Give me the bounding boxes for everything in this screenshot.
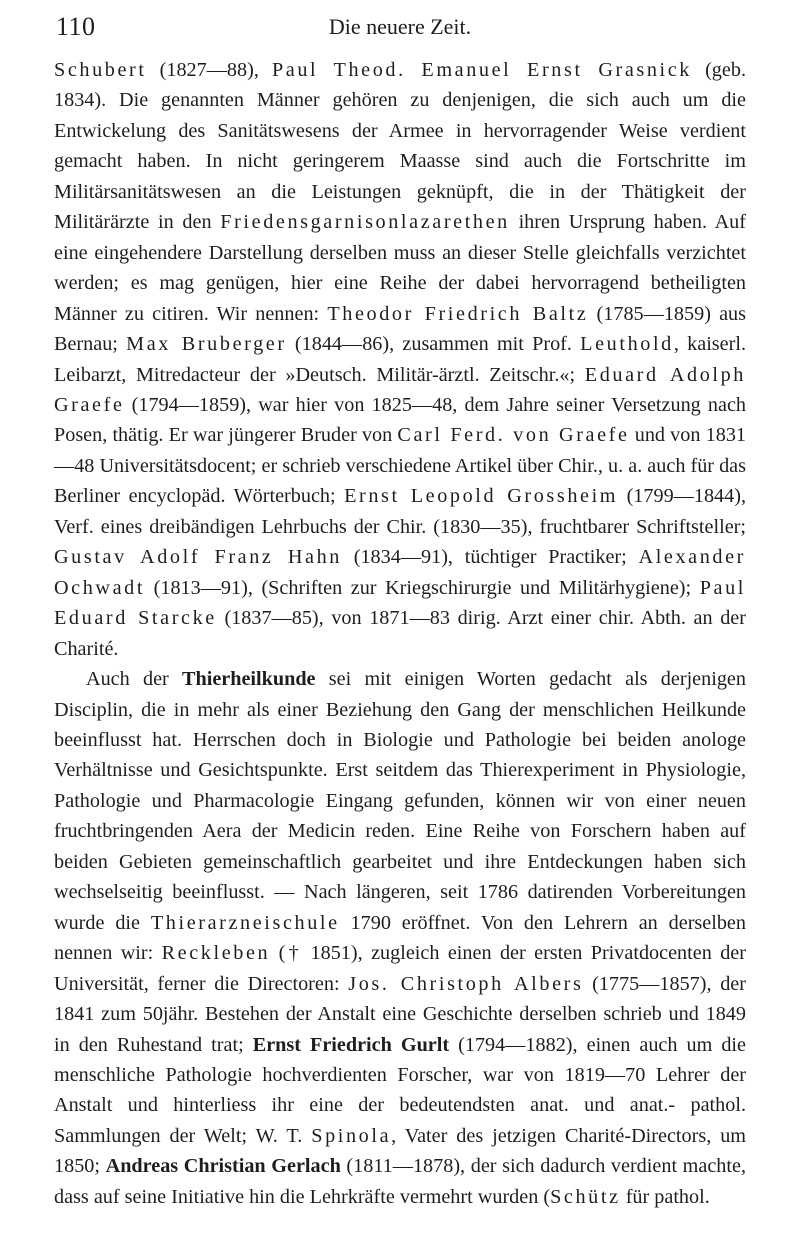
- spaced-name: Schubert: [54, 59, 147, 81]
- text-run: sei mit einigen Worten gedacht als derjenigen Disciplin, die in mehr als einer Beziehung den Gang der menschlichen Heilkunde beeinflusst hat. Herrschen doch in Biologie und Pathologie bei beiden anologe Verhältnisse und Gesichtspunkte. Erst seitdem das Thierexperiment in Physiologie, Pathologie und Pharmacologie Eingang gefunden, können wir von einer neuen fruchtbringenden Aera der Medicin reden. Eine Reihe von Forschern haben auf beiden Gebieten gemeinschaftlich gearbeitet und ihre Entdeckungen haben sich wechselseitig beeinflusst. — Nach längeren, seit 1786 datirenden Vorbereitungen wurde die: [54, 668, 746, 934]
- bold-name: Ernst Friedrich Gurlt: [252, 1033, 450, 1056]
- text-run: Auch der: [86, 668, 183, 691]
- spaced-name: Reckleben: [161, 942, 271, 965]
- spaced-name: Eduard Adolph Graefe: [54, 363, 746, 416]
- page-header: [56, 6, 744, 46]
- spaced-name: Max Bruberger: [126, 333, 287, 356]
- text-run: 1790 eröffnet. Von den Lehrern an derselben nennen wir:: [54, 911, 746, 965]
- text-run: , Vater des jetzigen Charité-Directors, um 1850;: [54, 1124, 746, 1178]
- bold-term: Thierheilkunde: [182, 668, 316, 691]
- bold-name: Andreas Christian Gerlach: [105, 1155, 341, 1178]
- spaced-name: Paul Eduard Starcke: [54, 576, 746, 630]
- spaced-name: Leuthold: [580, 333, 674, 356]
- text-run: (1834—91), tüchtiger Practiker;: [341, 546, 639, 569]
- text-run: , kaiserl. Leibarzt, Mitredacteur der »Deutsch. Militär-ärztl. Zeitschr.«;: [54, 333, 747, 386]
- text-run: (1827—88),: [146, 59, 272, 81]
- text-run: (1794—1859), war hier von 1825—48, dem Jahre seiner Versetzung nach Posen, thätig. Er war jüngerer Bruder von: [54, 393, 746, 447]
- spaced-name: Alexander Ochwadt: [54, 546, 746, 599]
- spaced-term: Thierarzneischule: [150, 911, 340, 934]
- text-run: (1811—1878), der sich dadurch verdient machte, dass auf seine Initiative hin die Lehrkräfte vermehrt wurden (: [54, 1155, 747, 1208]
- paragraph-military-surgeons: [54, 55, 746, 664]
- spaced-name: Schütz: [550, 1185, 621, 1208]
- text-run: (1775—1857), der 1841 zum 50jähr. Bestehen der Anstalt eine Geschichte derselben schrieb und 1849 in den Ruhestand trat;: [54, 972, 746, 1056]
- text-run: (1785—1859) aus Bernau;: [54, 302, 746, 356]
- text-run: (1844—86), zusammen mit Prof.: [286, 333, 581, 356]
- text-run: ihren Ursprung haben. Auf eine eingehendere Darstellung derselben muss an dieser Stelle gleichfalls verzichtet werden; es mag genügen, hier eine Reihe der dabei hervorragend betheiligten Männer zu citiren. Wir nennen:: [54, 211, 746, 325]
- running-title: Die neuere Zeit.: [328, 14, 472, 39]
- text-run: (1794—1882), einen auch um die menschliche Pathologie hochverdienten Forscher, war von 1819—70 Lehrer der Anstalt und hinterliess ihr eine der bedeutendsten anat. und anat.- pathol. Sammlungen der Welt; W. T.: [54, 1033, 746, 1147]
- spaced-name: Spinola: [311, 1124, 392, 1147]
- text-run: (1813—91), (Schriften zur Kriegschirurgie und Militärhygiene);: [145, 576, 700, 599]
- spaced-term: Friedensgarnisonlazarethen: [220, 211, 510, 234]
- text-run: (1837—85), von 1871—83 dirig. Arzt einer chir. Abth. an der Charité.: [54, 607, 746, 660]
- page-number: 110: [56, 12, 96, 41]
- text-run: († 1851), zugleich einen der ersten Privatdocenten der Universität, ferner die Directoren:: [54, 942, 746, 995]
- text-run: für pathol.: [620, 1185, 710, 1208]
- spaced-name: Ernst Leopold Grossheim: [344, 485, 619, 508]
- paragraph-veterinary-medicine: [54, 664, 746, 1212]
- text-run: (geb. 1834). Die genannten Männer gehören zu denjenigen, die sich auch um die Entwickelung des Sanitätswesens der Armee in hervorragender Weise verdient gemacht haben. In nicht geringerem Maasse sind auch die Fortschritte im Militärsanitätswesen an die Leistungen geknüpft, die in der Thätigkeit der Militärärzte in den: [54, 59, 746, 234]
- spaced-name: Paul Theod. Emanuel Ernst Grasnick: [271, 59, 693, 81]
- spaced-name: Jos. Christoph Albers: [348, 972, 584, 995]
- body-text: [54, 55, 746, 1212]
- text-run: und von 1831—48 Universitätsdocent; er schrieb verschiedene Artikel über Chir., u. a. auch für das Berliner encyclopäd. Wörterbuch;: [54, 424, 747, 508]
- spaced-name: Gustav Adolf Franz Hahn: [54, 546, 342, 569]
- text-run: (1799—1844), Verf. eines dreibändigen Lehrbuchs der Chir. (1830—35), fruchtbarer Schriftsteller;: [54, 485, 746, 538]
- spaced-name: Carl Ferd. von Graefe: [397, 424, 630, 447]
- spaced-name: Theodor Friedrich Baltz: [327, 302, 589, 325]
